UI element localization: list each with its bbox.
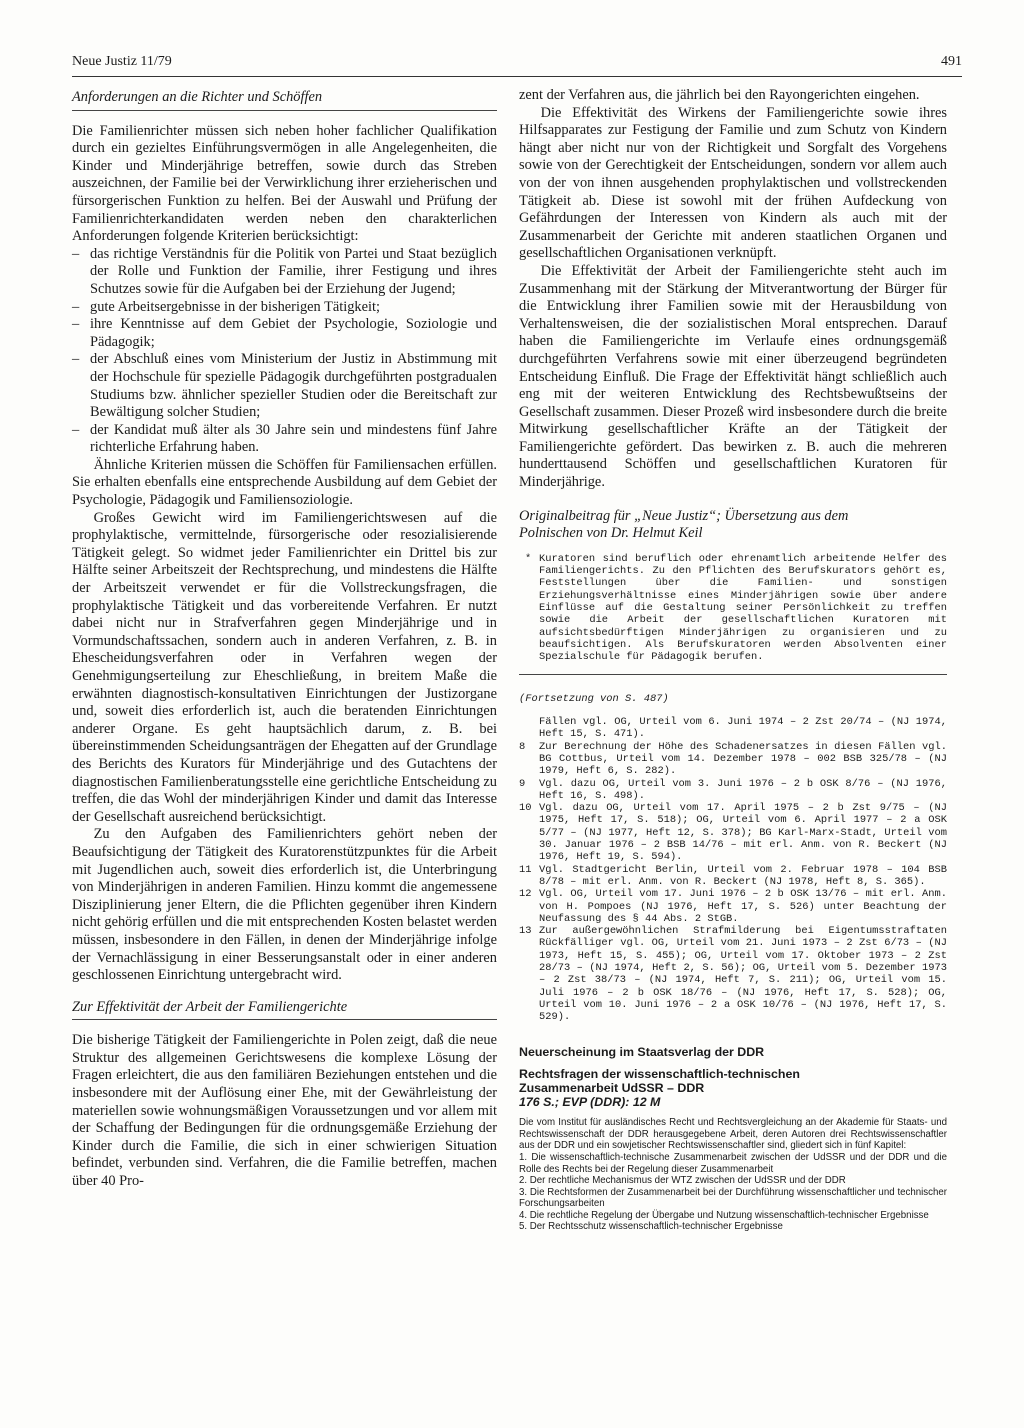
- criteria-list: [72, 246, 497, 457]
- page-number: 491: [941, 54, 962, 69]
- book-meta: 176 S.; EVP (DDR): 12 M: [519, 1095, 661, 1110]
- section-heading-requirements: Anforderungen an die Richter und Schöffen: [72, 87, 497, 111]
- endnote-number: 13: [519, 925, 532, 938]
- header-rule: [72, 76, 962, 77]
- chapter-item: 4. Die rechtliche Regelung der Übergabe und Nutzung wissenschaftlich-technischer Ergebnisse: [519, 1209, 929, 1221]
- endnote-number: 10: [519, 802, 532, 815]
- paragraph: Die Effektivität des Wirkens der Familiengerichte sowie ihres Hilfsapparates zur Festigung der Familie und zum Schutz von Kindern hängt aber nicht nur von der Richtigkeit und Sorgfalt des Vorgehens sowie von der Gerechtigkeit der Entscheidungen, sondern vor allem auch von der von ihnen ausgehenden prophylaktischen und vollstreckenden Tätigkeit ab. Diese ist sowohl mit der frühen Aufdeckung von Gefährdungen der Interessen von Kindern als auch mit der Zusammenarbeit der Gerichte mit anderen staatlichen Organen und gesellschaftlichen Organisationen verknüpft.: [519, 104, 947, 262]
- endnote-number: 8: [519, 740, 526, 753]
- endnote-text: Zur außergewöhnlichen Strafmilderung bei Eigentumsstraftaten Rückfälliger vgl. OG, Urteil vom 21. Juni 1973 – 2 Zst 6/73 – (NJ 1973, Heft 15, S. 455); OG, Urteil vom 17. Oktober 1973 – 2 Zst 28/73 – (NJ 1974, Heft 2, S. 56); OG, Urteil vom 5. Dezember 1973 – 2 Zst 38/73 – (NJ 1974, Heft 7, S. 211); OG, Urteil vom 15. Juli 1976 – 2 b OSK 18/76 – (NJ 1976, Heft 17, S. 528); OG, Urteil vom 10. Juni 1976 – 2 a OSK 10/76 – (NJ 1976, Heft 17, S. 529).: [539, 925, 947, 1024]
- endnote: [519, 888, 947, 925]
- endnote: [519, 716, 947, 741]
- endnote-text: Vgl. dazu OG, Urteil vom 3. Juni 1976 – 2 b OSK 8/76 – (NJ 1976, Heft 16, S. 498).: [539, 777, 947, 802]
- list-item: – gute Arbeitsergebnisse in der bisherigen Tätigkeit;: [72, 299, 497, 317]
- list-item: – der Kandidat muß älter als 30 Jahre sein und mindestens fünf Jahre richterliche Erfahrung haben.: [72, 422, 497, 457]
- footnote-text: Kuratoren sind beruflich oder ehrenamtlich arbeitende Helfer des Familiengerichts. Zu den Pflichten des Berufskurators gehört es, Feststellungen über die Familien- und sonstigen Erziehungsverhältnisse eines Minderjährigen sowie über andere Einflüsse auf die Gestaltung seiner Persönlichkeit zu treffen sowie die Arbeit der gesellschaftlichen Kuratoren mit aufsichtsbedürftigen Minderjährigen zu organisieren und zu beaufsichtigen. Als Berufskuratoren werden Absolventen einer Spezialschule für Pädagogik berufen.: [539, 552, 947, 664]
- footnote-mark: *: [525, 552, 532, 565]
- paragraph: Zu den Aufgaben des Familienrichters gehört neben der Beaufsichtigung der Tätigkeit des Kuratorenstützpunktes für die Arbeit mit Jugendlichen auch, soweit dies erforderlich ist, die Unterbringung von Minderjährigen in anderen Familien. Hinzu kommt die angemessene Disziplinierung jener Eltern, die die Pflichten gegenüber ihren Kindern nicht gehörig erfüllen und die mit entsprechenden Kosten belastet werden müssen, insbesondere in den Fällen, in denen der Minderjährige infolge der Vernachlässigung in einer Besserungsanstalt oder in einer anderen geschlossenen Einrichtung untergebracht wird.: [72, 826, 497, 984]
- endnote-text: Zur Berechnung der Höhe des Schadenersatzes in diesen Fällen vgl. BG Cottbus, Urteil vom 14. Dezember 1978 – 002 BSB 325/78 – (NJ 1979, Heft 6, S. 282).: [539, 740, 947, 778]
- journal-title: Neue Justiz 11/79: [72, 54, 172, 69]
- endnote-number: 12: [519, 888, 532, 901]
- endnote: [519, 778, 947, 803]
- article-credit: [519, 508, 947, 543]
- footnote: [519, 553, 947, 664]
- list-item: – das richtige Verständnis für die Politik von Partei und Staat bezüglich der Rolle und Funktion der Familie, ihrer Festigung und ihres Schutzes sowie für die Aufgaben bei der Erziehung der Jugend;: [72, 246, 497, 299]
- list-item: – ihre Kenntnisse auf dem Gebiet der Psychologie, Soziologie und Pädagogik;: [72, 316, 497, 351]
- credit-line: Polnischen von Dr. Helmut Keil: [519, 525, 703, 542]
- endnote-number: 9: [519, 777, 526, 790]
- endnote-text: Fällen vgl. OG, Urteil vom 6. Juni 1974 – 2 Zst 20/74 – (NJ 1974, Heft 15, S. 471).: [539, 716, 947, 741]
- chapter-item: 3. Die Rechtsformen der Zusammenarbeit bei der Durchführung wissenschaftlicher und technischer Forschungsarbeiten: [519, 1186, 947, 1210]
- paragraph: Die Familienrichter müssen sich neben hoher fachlicher Qualifikation durch ein gezieltes Einführungsvermögen in alle Angelegenheiten, die Kinder und Minderjährige betreffen, sowie durch das Streben auszeichnen, der Familie bei der Verwirklichung ihrer erzieherischen und fürsorgerischen Funktion zu helfen. Bei der Auswahl und Prüfung der Familienrichterkandidaten werden neben den charakterlichen Anforderungen folgende Kriterien berücksichtigt:: [72, 122, 497, 245]
- list-item: – der Abschluß eines vom Ministerium der Justiz in Abstimmung mit der Hochschule für spezielle Pädagogik durchgeführten postgradualen Studiums bzw. ähnlicher spezieller Studien oder die Bereitschaft zur Bewältigung solcher Studien;: [72, 351, 497, 421]
- endnote: [519, 864, 947, 889]
- book-title-line: Rechtsfragen der wissenschaftlich-technischen: [519, 1067, 800, 1082]
- book-description-text: Die vom Institut für ausländisches Recht und Rechtsvergleichung an der Akademie für Staats- und Rechtswissenschaft der DDR herausgegebene Arbeit, deren Autoren drei Rechtswissenschaftler aus der DDR und ein sowjetischer Rechtswissenschaftler sind, gliedert sich in fünf Kapitel:: [519, 1117, 947, 1152]
- paragraph: Die Effektivität der Arbeit der Familiengerichte steht auch im Zusammenhang mit der Stärkung der Mitverantwortung der Bürger für die Entwicklung ihrer Familien sowie mit der Herausbildung von Verhaltensweisen, die der sozialistischen Moral entsprechen. Darauf haben die Familiengerichte im Verlaufe eines ordnungsgemäß durchgeführten Verfahrens sowie mit einer überzeugend begründeten Entscheidung Einfluß. Die Frage der Effektivität hängt schließlich auch eng mit der weiteren Entwicklung des Rechtsbewußtseins der Gesellschaft zusammen. Dieser Prozeß wird insbesondere durch die breite Mitwirkung gesellschaftlicher Kräfte an der Tätigkeit der Familiengerichte gefördert. Das bewirken z. B. auch die mehreren hunderttausend Schöffen und gesellschaftlichen Kuratoren für Minderjährige.: [519, 262, 947, 491]
- section-heading-effectiveness: Zur Effektivität der Arbeit der Familiengerichte: [72, 997, 497, 1021]
- endnote-text: Vgl. dazu OG, Urteil vom 17. April 1975 – 2 b Zst 9/75 – (NJ 1975, Heft 17, S. 518); OG, Urteil vom 6. April 1977 – 2 a OSK 5/77 – (NJ 1977, Heft 12, S. 378); BG Karl-Marx-Stadt, Urteil vom 30. Januar 1976 – 2 BSB 14/76 – mit erl. Anm. von R. Beckert (NJ 1976, Heft 19, S. 594).: [539, 802, 947, 864]
- paragraph: zent der Verfahren aus, die jährlich bei den Rayongerichten eingehen.: [519, 87, 920, 103]
- endnote: [519, 925, 947, 1023]
- divider: [519, 674, 947, 675]
- chapter-item: 1. Die wissenschaftlich-technische Zusammenarbeit zwischen der UdSSR und der DDR und die Rolle des Rechts bei der Regelung dieser Zusammenarbeit: [519, 1151, 947, 1175]
- book-title: [519, 1067, 947, 1095]
- endnote-text: Vgl. Stadtgericht Berlin, Urteil vom 2. Februar 1978 – 104 BSB 8/78 – mit erl. Anm. von R. Beckert (NJ 1978, Heft 8, S. 365).: [539, 863, 947, 888]
- left-column: [72, 87, 497, 1191]
- endnotes: [519, 716, 947, 1023]
- chapter-item: 5. Der Rechtsschutz wissenschaftlich-technischer Ergebnisse: [519, 1221, 783, 1233]
- book-title-line: Zusammenarbeit UdSSR – DDR: [519, 1081, 705, 1096]
- continuation-note: (Fortsetzung von S. 487): [519, 692, 669, 705]
- credit-line: Originalbeitrag für „Neue Justiz“; Übersetzung aus dem: [519, 507, 849, 524]
- book-description: [519, 1117, 947, 1233]
- endnote: [519, 802, 947, 863]
- chapter-item: 2. Der rechtliche Mechanismus der WTZ zwischen der UdSSR und der DDR: [519, 1175, 846, 1187]
- paragraph: Ähnliche Kriterien müssen die Schöffen für Familiensachen erfüllen. Sie erhalten ebenfalls eine entsprechende Ausbildung auf dem Gebiet der Psychologie, Pädagogik und Familiensoziologie.: [72, 456, 497, 509]
- paragraph: Die bisherige Tätigkeit der Familiengerichte in Polen zeigt, daß die neue Struktur des allgemeinen Gerichtswesens die komplexe Lösung der Fragen erleichtert, die aus den familiären Beziehungen entstehen und die insbesondere mit der Auflösung einer Ehe, mit der Gewährleistung der materiellen sowie wohnungsmäßigen Voraussetzungen und vor allem mit der Schaffung der Bedingungen für die ordnungsgemäße Erziehung der Kinder durch die Familie, die sich in einer schwierigen Situation befindet, verbunden sind. Verfahren, die die Familie betreffen, machen über 40 Pro-: [72, 1032, 497, 1190]
- right-column: [519, 87, 947, 1233]
- page-header: [72, 52, 962, 74]
- publication-announcement-heading: Neuerscheinung im Staatsverlag der DDR: [519, 1044, 765, 1059]
- paragraph: Großes Gewicht wird im Familiengerichtswesen auf die prophylaktische, vermittelnde, fürsorgerische oder resozialisierende Tätigkeit gelegt. So widmet jeder Familienrichter ein Drittel bis zur Hälfte seiner Arbeitszeit der Rechtsprechung, und mindestens die Hälfte der Arbeitszeit verwendet er für die Vollstreckungsfragen, die prophylaktische Tätigkeit und das vorbereitende Verfahren. Er nutzt dabei nicht nur in Strafverfahren gegen Minderjährige und in Vormundschaftssachen, sondern auch in anderen Verfahren, z. B. in Ehescheidungsverfahren oder in Verfahren wegen der Genehmigungserteilung zur Eheschließung, in breitem Maße die erwähnten diagnostisch-konsultativen Einrichtungen der Justizorgane und, soweit dies erforderlich ist, auch die beratenden Einrichtungen anderer Organe. Es geht hauptsächlich darum, z. B. bei übereinstimmenden Scheidungsanträgen der Ehegatten auf der Grundlage des Berichts des Kurators für Minderjährige und des Gutachtens der diagnostischen Familienberatungsstelle eine gerichtliche Entscheidung zu treffen, die das Wohl der minderjährigen Kinder und damit das Interesse der Gesellschaft ausreichend berücksichtigt.: [72, 509, 497, 825]
- endnote-text: Vgl. OG, Urteil vom 17. Juni 1976 – 2 b OSK 13/76 – mit erl. Anm. von H. Pompoes (NJ 1976, Heft 17, S. 526) unter Beachtung der Neufassung des § 44 Abs. 2 StGB.: [539, 888, 947, 925]
- endnote: [519, 741, 947, 778]
- endnote-number: 11: [519, 863, 532, 876]
